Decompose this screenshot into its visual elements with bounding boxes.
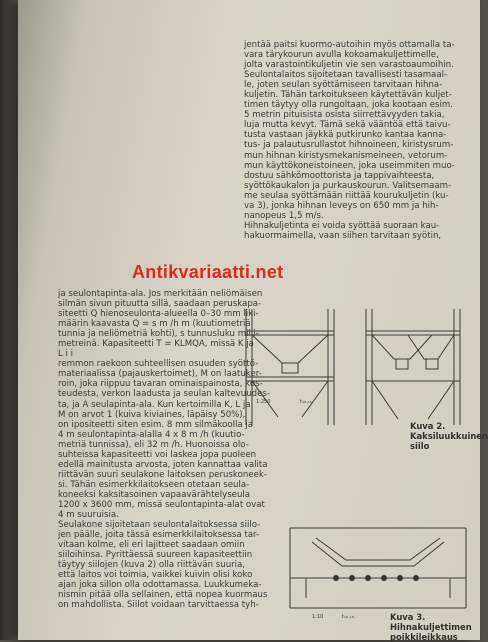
- text-line: nanopeus 1,5 m/s.: [244, 210, 324, 221]
- text-line: jolta varastointikuljetin vie sen varastoaumoihin.: [244, 60, 454, 71]
- conveyor-scale-label: 1:10: [312, 614, 324, 620]
- silo-scale-label: 1:250: [256, 399, 271, 405]
- text-line: 5 metrin pituisista osista siirrettävyyden takia,: [244, 110, 445, 121]
- text-line: ja seulontapinta-ala. Jos merkitään neliömäisen: [58, 289, 263, 299]
- text-line: remmon raekoon suhteellisen osuuden syöttö-: [58, 359, 259, 370]
- text-line: materiaalissa (pajauskertoimet), M on laatuker-: [58, 369, 262, 380]
- text-line: luja mutta kevyt. Tämä sekä vääntöä että taivu-: [244, 120, 451, 131]
- text-line: mun hihnan kiristysmekanismeineen, vetorum-: [244, 150, 448, 161]
- text-line: suhteissa kapasiteetti voi laskea jopa puoleen: [58, 449, 257, 460]
- text-line: L i i: [58, 349, 74, 360]
- text-line: vara tärykourun avulla kokoamakuljettimelle,: [244, 50, 439, 61]
- text-line: 4 m suuruisia.: [58, 510, 119, 521]
- text-line: että laitos voi toimia, vaikkei kuivin olisi koko: [58, 570, 253, 581]
- text-line: tunnia ja neliömetriä kohti), s tunnusluku milli-: [58, 329, 259, 340]
- text-line: timen täytyy olla rungoltaan, joka kootaan esim.: [244, 100, 453, 111]
- text-line: roin, joka riippuu tavaran ominaispainosta, kos-: [58, 379, 263, 390]
- text-line: Hihnakuljetinta ei voida syöttää suoraan kau-: [244, 220, 440, 231]
- watermark-text: Antikvariaatti.net: [132, 262, 284, 282]
- text-line: silmän sivun pituutta sillä, saadaan peruskapa-: [58, 299, 262, 310]
- text-line: dostuu sähkömoottorista ja tappivaihteesta,: [244, 170, 435, 181]
- text-line: siteetti Q hienoseulonta-alueella 0–30 mm liki-: [58, 309, 259, 320]
- figure-2-text: Kaksiluukkuinen siilo: [410, 431, 488, 451]
- text-line: tus- ja palautusrullastot hihnoineen, kiristysrum-: [244, 140, 454, 151]
- text-line: riittävän suuri seulakone laitoksen peruskoneek-: [58, 469, 267, 480]
- silo-dim-label: t₁₀ ₚ₅.: [300, 399, 314, 405]
- figure-2-title: Kuva 2.: [410, 421, 446, 431]
- text-line: ajan joka sillon olla odottamassa. Luukkumeka-: [58, 580, 262, 591]
- text-line: me seulaa syöttämään riittää kourukuljetin (ku-: [244, 190, 449, 201]
- figure-3-caption: [390, 612, 480, 642]
- text-line: jen päälle, joita tässä esimerkkilaitoksessa tar-: [58, 530, 260, 541]
- text-line: 4 m seulontapinta-alalla 4 x 8 m /h (kuutio-: [58, 429, 245, 440]
- conveyor-dim-label: t₁₀ ₚ₅.: [342, 614, 356, 620]
- text-line: nismin pitää olla sellainen, että nopea kuormaus: [58, 590, 268, 601]
- text-line: Seulontalaitos sijoitetaan tavallisesti tasamaal-: [244, 70, 448, 81]
- text-line: si. Tähän esimerkkilaitokseen otetaan seula-: [58, 479, 250, 490]
- text-line: le, joten seulan syöttämiseen tarvitaan hihna-: [244, 80, 443, 91]
- text-line: on ipositeetti siten esim. 8 mm silmäkoolla ja: [58, 419, 254, 430]
- text-line: jentää paitsi kuormo-autoihin myös ottamalla ta-: [244, 40, 455, 50]
- silo-diagram: [238, 307, 470, 427]
- text-line: siiloihinsa. Pyrittäessä suureen kapasiteettiin: [58, 550, 253, 561]
- top-right-text-column: [244, 40, 456, 241]
- text-line: hakuormaimella, vaan siihen tarvitaan syötin,: [244, 230, 442, 241]
- text-line: 1200 x 3600 mm, missä seulontapinta-alat ovat: [58, 499, 265, 510]
- text-line: ta, ja A seulapinta-ala. Kun kertoimilla K, L ja: [58, 399, 251, 410]
- text-line: metreinä. Kapasiteetti T = KLMQA, missä K ja: [58, 339, 254, 350]
- text-line: vitaan kolme, eli eri lajitteet saadaan omiin: [58, 540, 245, 551]
- text-line: M on arvot 1 (kuiva kiviaines, läpäisy 50%),: [58, 409, 246, 420]
- text-line: on mahdollista. Siilot voidaan tarvittaessa tyh-: [58, 600, 259, 611]
- text-line: metriä tunnissa), eli 32 m /h. Huonoissa olo-: [58, 439, 249, 450]
- text-line: kuljetin. Tähän tarkoitukseen käytettävän kuljet-: [244, 90, 452, 101]
- text-line: Seulakone sijoitetaan seulontalaitoksessa siilo-: [58, 520, 261, 531]
- text-line: määrin kaavasta Q = s m /h m (kuutiometriä: [58, 319, 251, 330]
- text-line: täytyy siilojen (kuva 2) olla riittävän suuria,: [58, 560, 246, 571]
- figure-3-text: Hihnakuljettimen poikkileikkaus: [390, 622, 472, 642]
- text-line: mun käyttökoneistoineen, joka useimmiten muo-: [244, 160, 456, 171]
- figure-2-caption: [410, 421, 488, 451]
- text-line: edellä mainitusta arvosta, joten kannattaa valita: [58, 459, 268, 470]
- text-line: koneeksi kaksitasoinen vapaavärähtelyseula: [58, 489, 251, 500]
- text-line: teudesta, verkon laadusta ja seulan kaltevuudes-: [58, 389, 270, 400]
- text-line: syöttökaukalon ja purkauskourun. Valitsemaam-: [244, 180, 452, 191]
- figure-3-title: Kuva 3.: [390, 612, 426, 622]
- text-line: tusta vastaan jäykkä putkirunko kantaa kanna-: [244, 130, 447, 141]
- text-line: va 3), jonka hihnan leveys on 650 mm ja hih-: [244, 200, 439, 211]
